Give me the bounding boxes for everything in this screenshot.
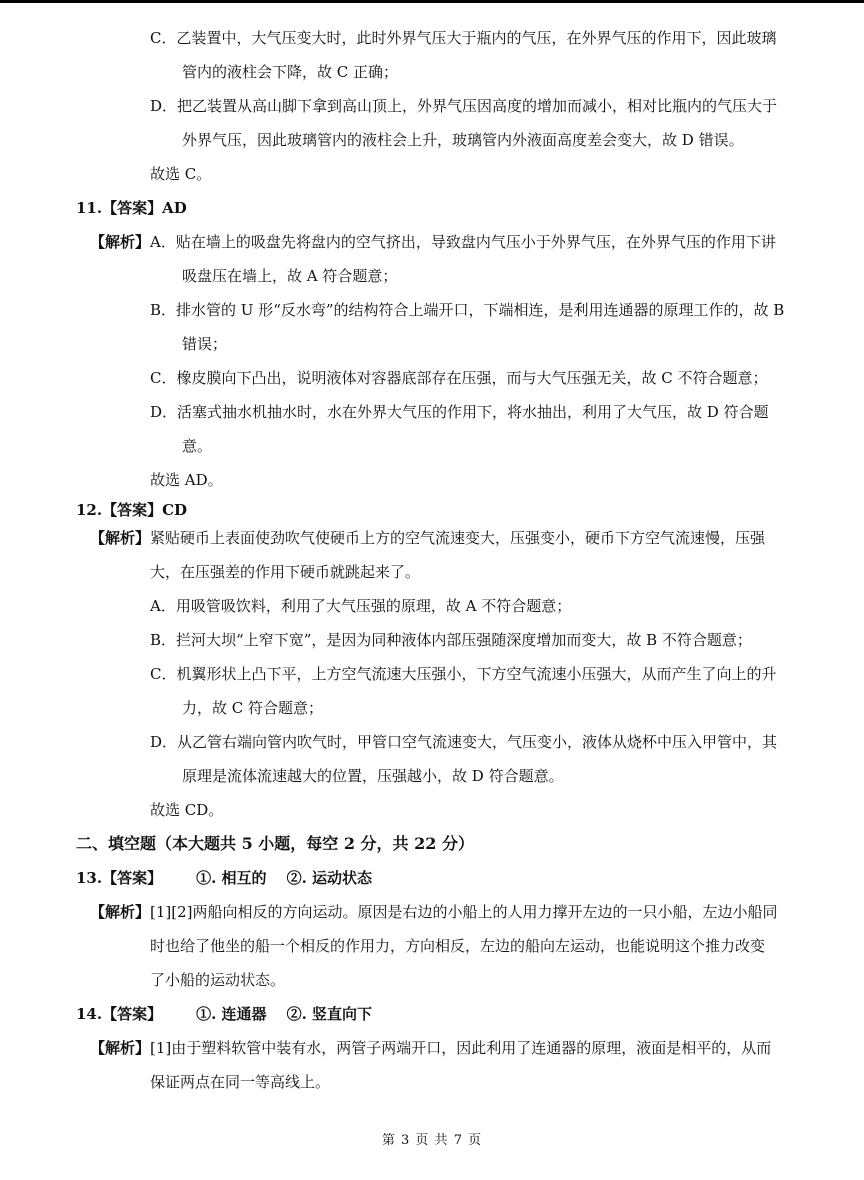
- q12-analysis-label: 【解析】: [90, 529, 151, 547]
- q12-option-b-line1: B．拦河大坝“上窄下宽”，是因为同种液体内部压强随深度增加而变大，故 B 不符合题意；: [150, 631, 752, 649]
- q12-choice: 故选 CD。: [150, 801, 224, 819]
- q12-option-c-line2: 力，故 C 符合题意；: [182, 699, 324, 717]
- q11-option-b-line1: B．排水管的 U 形“反水弯”的结构符合上端开口，下端相连，是利用连通器的原理工作的，故 B: [150, 301, 785, 319]
- q12-intro-line2: 大，在压强差的作用下硬币就跳起来了。: [150, 563, 421, 581]
- q12-intro-line1: 紧贴硬币上表面使劲吹气使硬币上方的空气流速变大，压强变小，硬币下方空气流速慢，压强: [150, 529, 766, 547]
- q14-text-line1: [1]由于塑料软管中装有水，两管子两端开口，因此利用了连通器的原理，液面是相平的，从而: [150, 1039, 772, 1057]
- q14-answer-label: 14.【答案】: [76, 1005, 163, 1023]
- q14-answer-row: [76, 1004, 372, 1024]
- q13-answer-label: 13.【答案】: [76, 869, 163, 887]
- section-title-fill-in: 二、填空题（本大题共 5 小题，每空 2 分，共 22 分）: [76, 834, 474, 853]
- header-rule: [0, 0, 864, 3]
- q13-text-line2: 时也给了他坐的船一个相反的作用力，方向相反，左边的船向左运动，也能说明这个推力改变: [150, 937, 766, 955]
- q12-answer: 12.【答案】CD: [76, 501, 188, 519]
- q14-answer-1: ①. 连通器: [196, 1005, 267, 1023]
- q10-option-d-line1: D．把乙装置从高山脚下拿到高山顶上，外界气压因高度的增加而减小，相对比瓶内的气压大于: [150, 97, 778, 115]
- q13-analysis-label: 【解析】: [90, 903, 151, 921]
- q11-answer: 11.【答案】AD: [76, 199, 187, 217]
- q11-option-a-line2: 吸盘压在墙上，故 A 符合题意；: [182, 267, 398, 285]
- q11-choice: 故选 AD。: [150, 471, 223, 489]
- q11-option-c-line1: C．橡皮膜向下凸出，说明液体对容器底部存在压强，而与大气压强无关，故 C 不符合题意；: [150, 369, 768, 387]
- q10-choice: 故选 C。: [150, 165, 212, 183]
- q14-analysis-label: 【解析】: [90, 1039, 151, 1057]
- q13-text-line1: [1][2]两船向相反的方向运动。原因是右边的小船上的人用力撑开左边的一只小船，左边小船同: [150, 903, 778, 921]
- q10-option-c-line1: C．乙装置中，大气压变大时，此时外界气压大于瓶内的气压，在外界气压的作用下，因此玻璃: [150, 29, 777, 47]
- q11-option-d-line2: 意。: [182, 437, 213, 455]
- q12-option-d-line1: D．从乙管右端向管内吹气时，甲管口空气流速变大，气压变小，液体从烧杯中压入甲管中，其: [150, 733, 778, 751]
- q13-answer-row: [76, 868, 372, 888]
- q11-option-d-line1: D．活塞式抽水机抽水时，水在外界大气压的作用下，将水抽出，利用了大气压，故 D 符合题: [150, 403, 769, 421]
- q11-analysis-label: 【解析】: [90, 233, 151, 251]
- q14-answer-2: ②. 竖直向下: [286, 1005, 373, 1023]
- q10-option-d-line2: 外界气压，因此玻璃管内的液柱会上升，玻璃管内外液面高度差会变大，故 D 错误。: [182, 131, 744, 149]
- q13-answer-1: ①. 相互的: [196, 869, 267, 887]
- q13-text-line3: 了小船的运动状态。: [150, 971, 286, 989]
- q14-text-line2: 保证两点在同一等高线上。: [150, 1073, 331, 1091]
- q11-option-a-line1: A．贴在墙上的吸盘先将盘内的空气挤出，导致盘内气压小于外界气压，在外界气压的作用下讲: [150, 233, 776, 251]
- q13-answer-2: ②. 运动状态: [286, 869, 373, 887]
- q12-option-a-line1: A．用吸管吸饮料，利用了大气压强的原理，故 A 不符合题意；: [150, 597, 572, 615]
- page-number: 第 3 页 共 7 页: [381, 1133, 483, 1148]
- q12-option-c-line1: C．机翼形状上凸下平，上方空气流速大压强小，下方空气流速小压强大，从而产生了向上的升: [150, 665, 777, 683]
- q12-option-d-line2: 原理是流体流速越大的位置，压强越小，故 D 符合题意。: [182, 767, 564, 785]
- q11-option-b-line2: 错误；: [182, 335, 228, 353]
- q10-option-c-line2: 管内的液柱会下降，故 C 正确；: [182, 63, 399, 81]
